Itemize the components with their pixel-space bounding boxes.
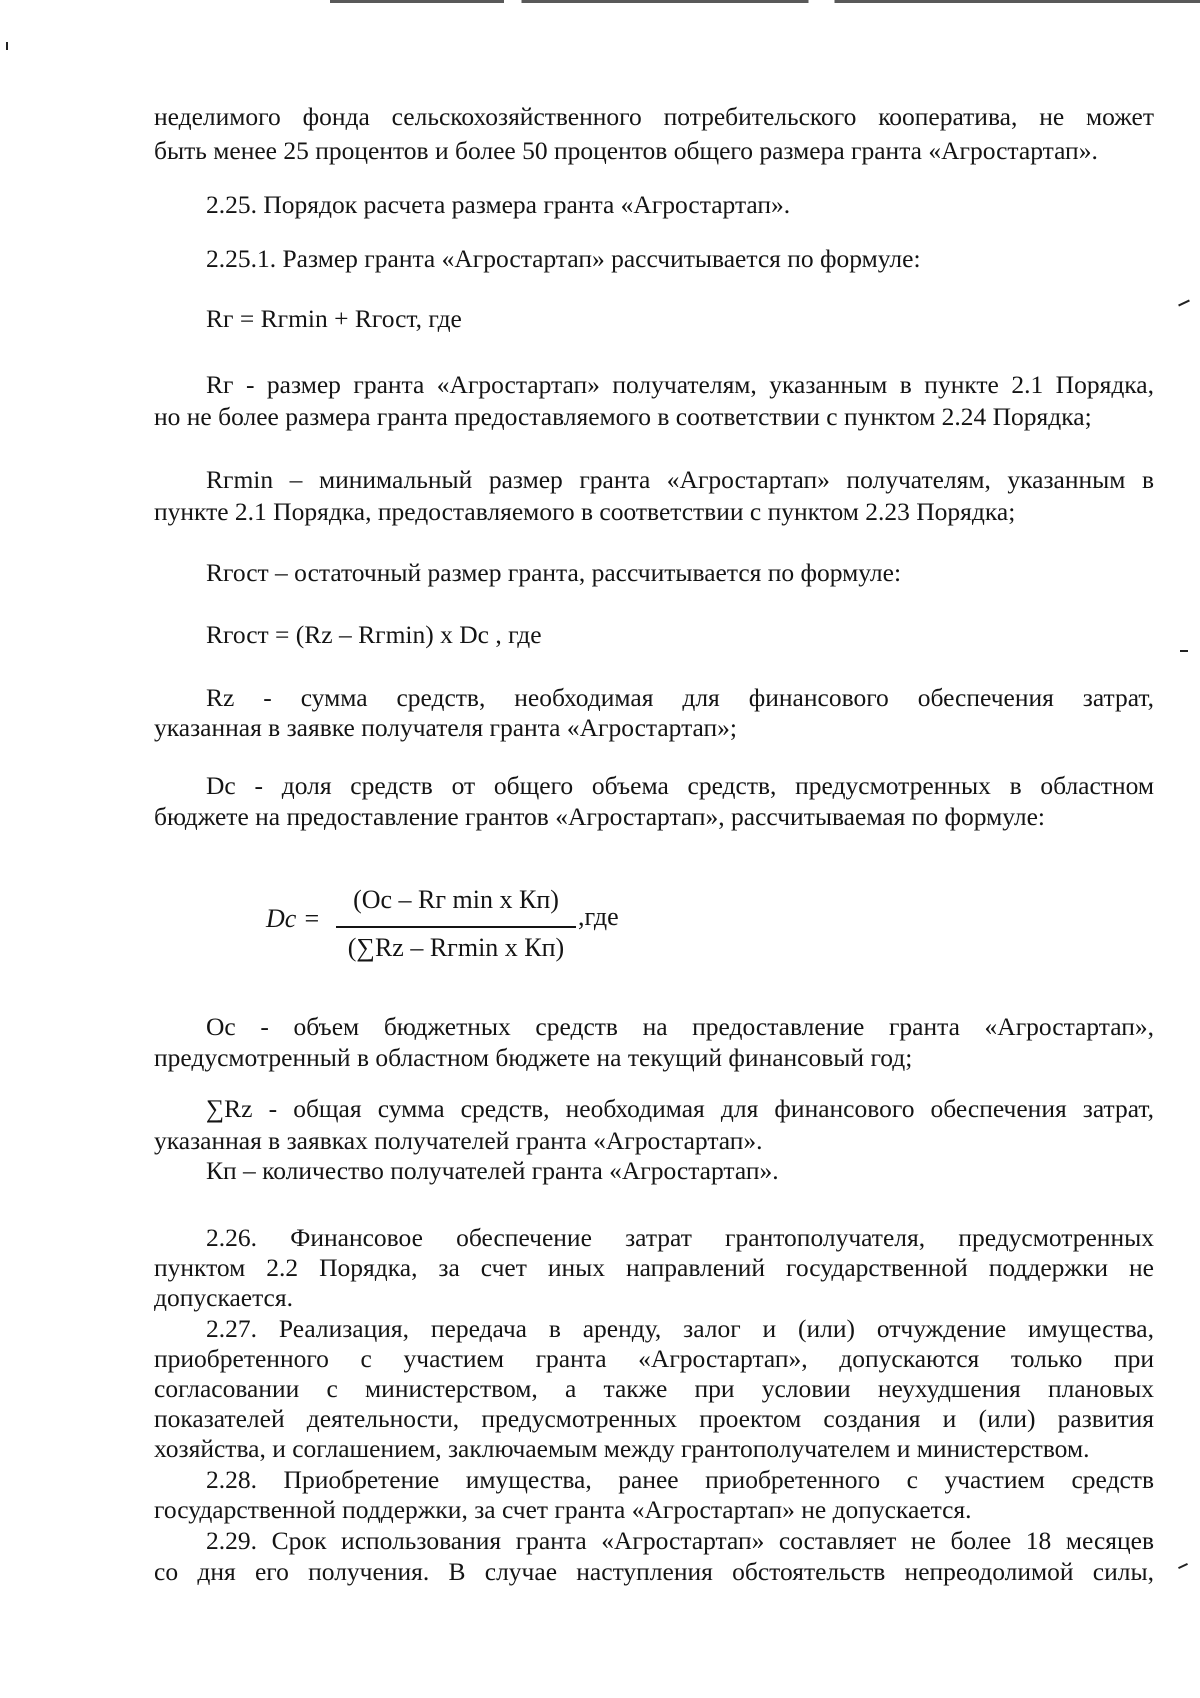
text-line: государственной поддержки, за счет гранта «Агростартап» не допускается. xyxy=(154,1495,972,1524)
text-line: Rгmin – минимальный размер гранта «Агростартап» получателям, указанным в xyxy=(206,465,1154,494)
text-line: предусмотренный в областном бюджете на текущий финансовый год; xyxy=(154,1043,913,1072)
text-line: хозяйства, и соглашением, заключаемым между грантополучателем и министерством. xyxy=(154,1434,1090,1463)
scan-artifact-mark xyxy=(1180,650,1188,652)
scan-artifact-mark xyxy=(1178,1563,1188,1569)
text-line: 2.28. Приобретение имущества, ранее приобретенного с участием средств xyxy=(206,1465,1154,1494)
text-line: но не более размера гранта предоставляемого в соответствии с пунктом 2.24 Порядка; xyxy=(154,402,1092,431)
formula-dc-fraction xyxy=(336,885,576,977)
formula-text: Rг = Rгmin + Rгост, где xyxy=(206,304,462,333)
text-line: Rг - размер гранта «Агростартап» получателям, указанным в пункте 2.1 Порядка, xyxy=(206,370,1154,399)
text-line: допускается. xyxy=(154,1283,293,1312)
formula-dc-lhs: Dc = xyxy=(266,904,321,933)
subsection-heading: 2.25.1. Размер гранта «Агростартап» рассчитывается по формуле: xyxy=(206,244,921,273)
text-line: приобретенного с участием гранта «Агростартап», допускаются только при xyxy=(154,1344,1154,1373)
formula-text: Rгост = (Rz – Rгmin) х Dc , где xyxy=(206,620,542,649)
text-line: бюджете на предоставление грантов «Агростартап», рассчитываемая по формуле: xyxy=(154,802,1046,831)
text-line: Dc - доля средств от общего объема средств, предусмотренных в областном xyxy=(206,771,1154,800)
text-line: пунктом 2.2 Порядка, за счет иных направлений государственной поддержки не xyxy=(154,1253,1154,1282)
text-line: ∑Rz - общая сумма средств, необходимая для финансового обеспечения затрат, xyxy=(206,1094,1154,1123)
text-line: быть менее 25 процентов и более 50 процентов общего размера гранта «Агростартап». xyxy=(154,136,1098,165)
formula-dc-denominator: (∑Rz – Rгmin х Кп) xyxy=(347,933,565,962)
scan-artifact-mark xyxy=(1178,300,1190,307)
scan-artifact-mark xyxy=(6,42,8,50)
scan-artifact-top-line xyxy=(330,0,1200,3)
text-line: Кп – количество получателей гранта «Агростартап». xyxy=(206,1156,779,1185)
section-heading: 2.25. Порядок расчета размера гранта «Агростартап». xyxy=(206,190,791,219)
text-line: Rz - сумма средств, необходимая для финансового обеспечения затрат, xyxy=(206,683,1154,712)
text-line: со дня его получения. В случае наступления обстоятельств непреодолимой силы, xyxy=(154,1557,1154,1586)
fraction-bar xyxy=(336,926,576,928)
text-line: 2.29. Срок использования гранта «Агростартап» составляет не более 18 месяцев xyxy=(206,1526,1154,1555)
text-line: 2.26. Финансовое обеспечение затрат грантополучателя, предусмотренных xyxy=(206,1223,1154,1252)
text-line: согласовании с министерством, а также при условии неухудшения плановых xyxy=(154,1374,1154,1403)
text-line: показателей деятельности, предусмотренных проектом создания и (или) развития xyxy=(154,1404,1154,1433)
text-line: пункте 2.1 Порядка, предоставляемого в соответствии с пунктом 2.23 Порядка; xyxy=(154,497,1016,526)
formula-dc-numerator: (Oc – Rг min х Кп) xyxy=(353,885,559,914)
formula-dc-suffix: ,где xyxy=(578,902,619,931)
text-line: Oc - объем бюджетных средств на предоставление гранта «Агростартап», xyxy=(206,1012,1154,1041)
text-line: указанная в заявках получателей гранта «Агростартап». xyxy=(154,1126,763,1155)
text-line: неделимого фонда сельскохозяйственного потребительского кооператива, не может xyxy=(154,102,1154,131)
text-line: Rгост – остаточный размер гранта, рассчитывается по формуле: xyxy=(206,558,902,587)
text-line: 2.27. Реализация, передача в аренду, залог и (или) отчуждение имущества, xyxy=(206,1314,1154,1343)
text-line: указанная в заявке получателя гранта «Агростартап»; xyxy=(154,713,738,742)
